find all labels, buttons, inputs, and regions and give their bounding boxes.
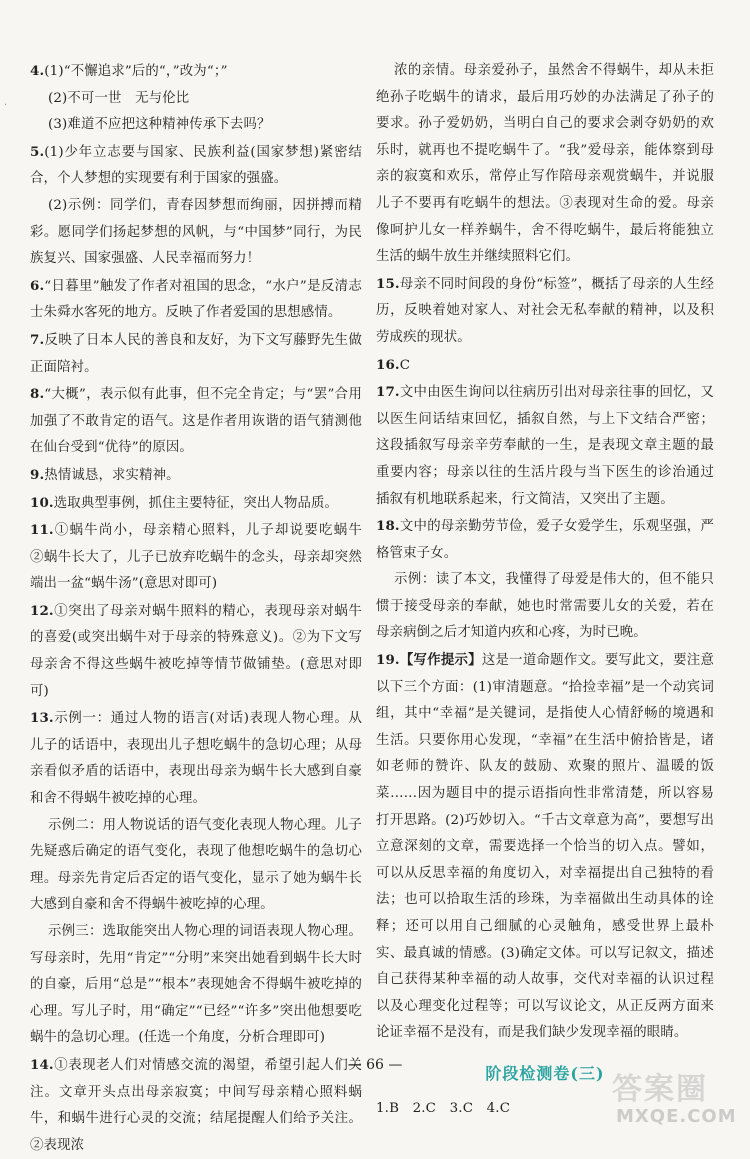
- item-number: 14.: [30, 1056, 54, 1073]
- right-column: [376, 58, 714, 1123]
- answer-item: [376, 352, 714, 380]
- answer-item: [30, 112, 362, 139]
- item-text: ①突出了母亲对蜗牛照料的精心，表现母亲对蜗牛的喜爱(或突出蜗牛对于母亲的特殊意义)。②为下文写母亲舍不得这些蜗牛被吃掉等情节做铺垫。(意思对即可): [30, 603, 362, 699]
- item-text: 示例三：选取能突出人物心理的词语表现人物心理。写母亲时，先用“肯定”“分明”来突出她看到蜗牛长大时的自豪，后用“总是”“根本”表现她舍不得蜗牛被吃掉的心理。写儿子时，用“确定”“已经”“许多”突出他想要吃蜗牛的急切心理。(任选一个角度，分析合理即可): [30, 924, 362, 1046]
- item-number: 12.: [30, 602, 54, 619]
- section-title: 阶段检测卷(三): [485, 1063, 605, 1083]
- item-number: 5.: [30, 143, 45, 160]
- item-number: 18.: [376, 518, 400, 535]
- item-text: ①蜗牛尚小，母亲精心照料，儿子却说要吃蜗牛 ②蜗牛长大了，儿子已放弃吃蜗牛的念头，母亲却突然端出一盆“蜗牛汤”(意思对即可): [30, 523, 376, 592]
- item-text: 文中由医生询问以往病历引出对母亲往事的回忆，又以医生问话结束回忆，插叙自然，与上下文结合严密；这段插叙写母亲辛劳奉献的一生，是表现文章主题的最重要内容；母亲以往的生活片段与当下医生的诊治通过插叙有机地联系起来，行文简洁，又突出了主题。: [376, 385, 714, 507]
- writing-hint-label: 【写作提示】: [399, 652, 482, 669]
- item-text: 示例一：通过人物的语言(对话)表现人物心理。从儿子的话语中，表现出儿子想吃蜗牛的急切心理；从母亲看似矛盾的话语中，表现出母亲为蜗牛长大感到自豪和舍不得蜗牛被吃掉的心理。: [30, 711, 362, 807]
- answer-item: [30, 919, 362, 1052]
- item-text: “大概”，表示似有此事，但不完全肯定；与“罢”合用加强了不敢肯定的语气。这是作者用诙谐的语气猜测他在仙台受到“优待”的原因。: [30, 387, 362, 456]
- item-text: 选取典型事例，抓住主要特征，突出人物品质。: [53, 495, 339, 511]
- answer-item: [30, 193, 362, 273]
- item-number: 13.: [30, 710, 54, 727]
- item-number: 9.: [30, 466, 45, 483]
- answer-item: [376, 379, 714, 513]
- item-text: 文中的母亲勤劳节俭，爱子女爱学生，乐观坚强，严格管束子女。: [376, 519, 714, 561]
- item-text: (2)不可一世 无与伦比: [48, 90, 190, 106]
- page-number: — 66 —: [347, 1057, 403, 1073]
- answer-item: [30, 381, 362, 462]
- answer-item: [30, 139, 362, 193]
- answer-item: [30, 598, 362, 705]
- item-number: 10.: [30, 494, 54, 511]
- answer-item: [30, 705, 362, 812]
- item-number: 19.: [376, 652, 400, 669]
- item-number: 16.: [376, 356, 400, 373]
- item-text: (2)示例：同学们，青春因梦想而绚丽，因拼搏而精彩。愿同学们扬起梦想的风帆，与“中国梦”同行，为民族复兴、国家强盛、人民幸福而努力！: [30, 197, 362, 267]
- answer-item: [376, 567, 714, 647]
- answer-item: [30, 490, 362, 518]
- answer-item: [30, 58, 362, 86]
- item-number: 8.: [30, 386, 45, 403]
- item-text: C: [399, 357, 411, 373]
- answer-item: [376, 513, 714, 567]
- margin-mark: ·: [4, 100, 8, 111]
- item-text: ①表现老人们对情感交流的渴望，希望引起人们关注。文章开头点出母亲寂寞；中间写母亲精心照料蜗牛，和蜗牛进行心灵的交流；结尾提醒人们给予关注。②表现浓: [30, 1057, 362, 1153]
- item-text: 这是一道命题作文。要写此文，要注意以下三个方面：(1)审清题意。“拾捡幸福”是一个动宾词组，其中“幸福”是关键词，是指使人心情舒畅的境遇和生活。只要你用心发现，“幸福”在生活中俯拾皆是，诸如老师的赞许、队友的鼓励、欢聚的照片、温暖的饭菜……因为题目中的提示语指向性非常清楚，所以容易打开思路。(2)巧妙切入。“千古文章意为高”，要想写出立意深刻的文章，需要选择一个恰当的切入点。譬如，可以从反思幸福的角度切入，对幸福提出自己独特的看法；也可以拾取生活的珍珠，为幸福做出生动具体的诠释；还可以用自己细腻的心灵触角，感受世界上最朴实、最真诚的情感。(3)确定文体。可以写记叙文，描述自己获得某种幸福的动人故事，交代对幸福的认识过程以及心理变化过程等；可以写议论文，从正反两方面来论证幸福不是没有，而是我们缺少发现幸福的眼睛。: [376, 653, 714, 1041]
- answer-item: [30, 273, 362, 327]
- item-number: 11.: [30, 522, 54, 539]
- answer-item: [30, 462, 362, 490]
- answer-item: [376, 271, 714, 352]
- item-text: 示例：读了本文，我懂得了母爱是伟大的，但不能只惯于接受母亲的奉献，她也时常需要儿女的关爱，若在母亲病倒之后才知道内疚和心疼，为时已晚。: [376, 572, 714, 641]
- item-text: 母亲不同时间段的身份“标签”，概括了母亲的人生经历，反映着她对家人、对社会无私奉献的精神，以及积劳成疾的现状。: [376, 276, 714, 345]
- answer-item: [30, 327, 362, 381]
- answers-line: 1.B 2.C 3.C 4.C: [376, 1100, 511, 1116]
- answer-item: [30, 86, 362, 113]
- item-text: 浓的亲情。母亲爱孙子，虽然舍不得蜗牛，却从未拒绝孙子吃蜗牛的请求，最后用巧妙的办法满足了孙子的要求。孙子爱奶奶，当明白自己的要求会剥夺奶奶的欢乐时，就再也不提吃蜗牛了。“我”爱母亲，能体察到母亲的寂寞和欢乐，常停止写作陪母亲观赏蜗牛，并说服儿子不要再有吃蜗牛的想法。③表现对生命的爱。母亲像呵护儿女一样养蜗牛，舍不得吃蜗牛，最后将能独立生活的蜗牛放生并继续照料它们。: [376, 63, 714, 265]
- item-number: 17.: [376, 384, 400, 401]
- watermark-text: 答案圈: [612, 1072, 708, 1107]
- item-text: “日暮里”触发了作者对祖国的思念，“水户”是反清志士朱舜水客死的地方。反映了作者爱国的思想感情。: [30, 278, 362, 321]
- answer-item: [376, 58, 714, 271]
- item-number: 6.: [30, 277, 45, 294]
- item-text: (3)难道不应把这种精神传承下去吗？: [48, 117, 271, 133]
- answer-item: [30, 813, 362, 919]
- item-text: 示例二：用人物说话的语气变化表现人物心理。儿子先疑惑后确定的语气变化，表现了他想吃蜗牛的急切心理。母亲先肯定后否定的语气变化，显示了她为蜗牛长大感到自豪和舍不得蜗牛被吃掉的心理。: [30, 817, 362, 913]
- watermark-logo: [612, 1064, 738, 1134]
- item-number: 15.: [376, 275, 400, 292]
- watermark-url: MXQE.COM: [616, 1106, 737, 1127]
- item-number: 7.: [30, 331, 45, 348]
- item-number: 4.: [30, 63, 45, 79]
- item-text: (1)“不懈追求”后的“，”改为“；”: [44, 64, 228, 79]
- item-text: 热情诚恳，求实精神。: [44, 467, 180, 483]
- item-text: 反映了日本人民的善良和友好，为下文写藤野先生做正面陪衬。: [30, 332, 362, 375]
- item-text: (1)少年立志要与国家、民族利益(国家梦想)紧密结合，个人梦想的实现要有利于国家的强盛。: [30, 144, 362, 187]
- answer-item: [30, 517, 376, 598]
- answer-item: [376, 647, 714, 1047]
